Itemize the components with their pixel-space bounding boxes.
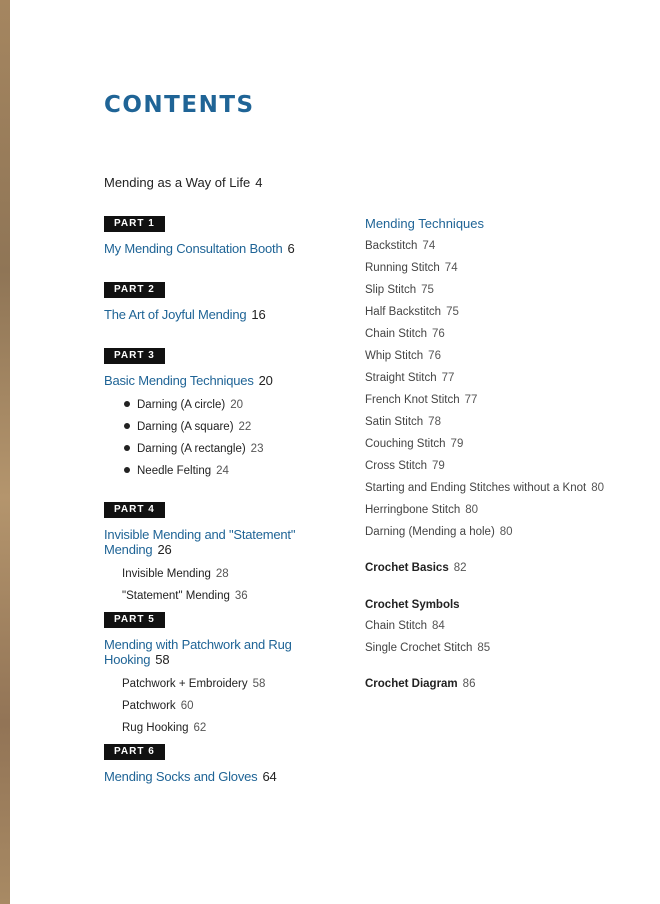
list-item[interactable]: Backstitch 74 xyxy=(365,240,436,252)
list-item[interactable]: Slip Stitch 75 xyxy=(365,284,434,296)
list-item[interactable]: Darning (Mending a hole) 80 xyxy=(365,526,513,538)
list-item[interactable]: Invisible Mending 28 xyxy=(122,568,229,580)
list-item[interactable]: Whip Stitch 76 xyxy=(365,350,441,362)
part-title-link[interactable]: Invisible Mending and "Statement" Mending 26 xyxy=(104,527,296,557)
section-heading-techniques[interactable]: Mending Techniques xyxy=(365,216,485,231)
part-4 xyxy=(104,502,354,612)
crochet-symbols-list xyxy=(365,615,645,659)
list-item[interactable]: Half Backstitch 75 xyxy=(365,306,459,318)
list-item[interactable]: Darning (A rectangle) 23 xyxy=(104,438,263,460)
list-item[interactable]: Herringbone Stitch 80 xyxy=(365,504,479,516)
list-item[interactable]: Patchwork + Embroidery 58 xyxy=(122,678,266,690)
crochet-diagram-entry[interactable]: Crochet Diagram 86 xyxy=(365,678,476,690)
list-item[interactable]: Satin Stitch 78 xyxy=(365,416,441,428)
crochet-basics-entry[interactable]: Crochet Basics 82 xyxy=(365,562,467,574)
list-item[interactable]: Cross Stitch 79 xyxy=(365,460,445,472)
sub-list xyxy=(104,394,263,482)
part-5 xyxy=(104,612,354,744)
photo-edge-strip xyxy=(0,0,10,904)
list-item[interactable]: French Knot Stitch 77 xyxy=(365,394,478,406)
part-title-link[interactable]: Mending Socks and Gloves 64 xyxy=(104,769,277,784)
list-item[interactable]: Straight Stitch 77 xyxy=(365,372,455,384)
sub-list xyxy=(104,673,265,739)
part-badge: PART 4 xyxy=(104,502,165,518)
techniques-list xyxy=(365,235,645,543)
part-badge: PART 5 xyxy=(104,612,165,628)
toc-left-column xyxy=(104,216,354,794)
part-2 xyxy=(104,282,354,348)
part-title-link[interactable]: My Mending Consultation Booth 6 xyxy=(104,241,295,256)
list-item[interactable]: Chain Stitch 76 xyxy=(365,328,445,340)
part-3 xyxy=(104,348,354,502)
list-item[interactable]: "Statement" Mending 36 xyxy=(122,590,248,602)
section-heading-crochet-symbols[interactable]: Crochet Symbols xyxy=(365,599,460,611)
bullet-icon xyxy=(124,401,130,407)
toc-right-column xyxy=(365,214,645,694)
list-item[interactable]: Starting and Ending Stitches without a Knot 80 xyxy=(365,482,604,494)
part-1 xyxy=(104,216,354,282)
part-6 xyxy=(104,744,354,794)
entry-page: 4 xyxy=(255,175,263,190)
part-badge: PART 6 xyxy=(104,744,165,760)
entry-label: Mending as a Way of Life xyxy=(104,175,251,190)
part-badge: PART 2 xyxy=(104,282,165,298)
toc-entry-intro[interactable] xyxy=(104,175,262,190)
bullet-icon xyxy=(124,423,130,429)
part-title-link[interactable]: Basic Mending Techniques 20 xyxy=(104,373,273,388)
part-title-link[interactable]: The Art of Joyful Mending 16 xyxy=(104,307,266,322)
page-title: CONTENTS xyxy=(104,92,255,118)
part-badge: PART 3 xyxy=(104,348,165,364)
list-item[interactable]: Chain Stitch 84 xyxy=(365,620,445,632)
list-item[interactable]: Rug Hooking 62 xyxy=(122,722,207,734)
part-title-link[interactable]: Mending with Patchwork and Rug Hooking 58 xyxy=(104,637,292,667)
list-item[interactable]: Patchwork 60 xyxy=(122,700,194,712)
list-item[interactable]: Darning (A circle) 20 xyxy=(104,394,263,416)
list-item[interactable]: Darning (A square) 22 xyxy=(104,416,263,438)
list-item[interactable]: Single Crochet Stitch 85 xyxy=(365,642,491,654)
bullet-icon xyxy=(124,445,130,451)
bullet-icon xyxy=(124,467,130,473)
sub-list xyxy=(104,563,248,607)
part-badge: PART 1 xyxy=(104,216,165,232)
list-item[interactable]: Running Stitch 74 xyxy=(365,262,458,274)
list-item[interactable]: Couching Stitch 79 xyxy=(365,438,464,450)
list-item[interactable]: Needle Felting 24 xyxy=(104,460,263,482)
